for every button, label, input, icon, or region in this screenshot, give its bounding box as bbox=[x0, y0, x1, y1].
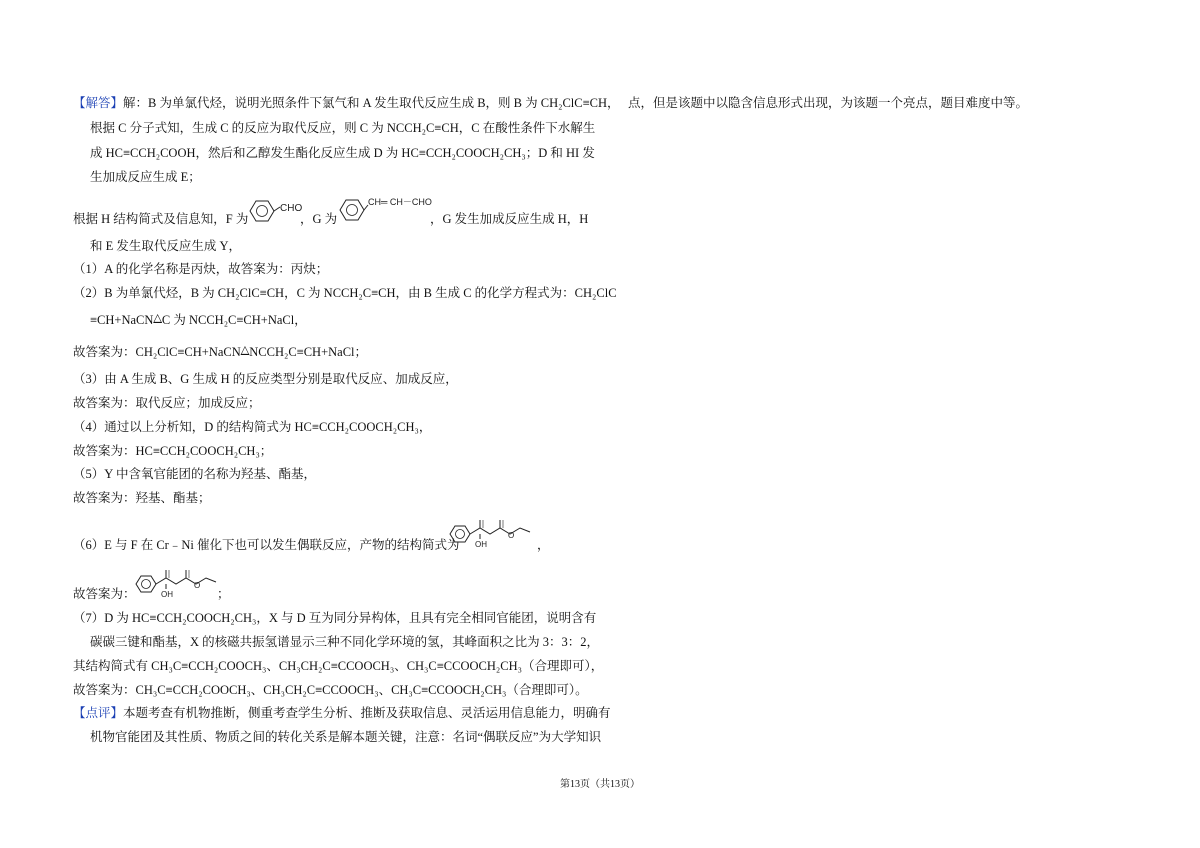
heat-symbol: △ bbox=[153, 312, 162, 324]
answer-q6-text: （6）E 与 F 在 Cr﹣Ni 催化下也可以发生偶联反应，产物的结构简式为 bbox=[73, 538, 460, 552]
result-left: 故答案为：CH₂ClC≡CH+NaCN bbox=[73, 345, 241, 359]
answer-q2-equation bbox=[90, 312, 307, 329]
answer-q7-line-2: 碳碳三键和酯基，X 的核磁共振氢谱显示三种不同化学环境的氢，其峰面积之比为 3：3：2， bbox=[90, 635, 600, 649]
answer-q5-result: 故答案为：羟基、酯基； bbox=[73, 491, 211, 505]
product-structure-2 bbox=[132, 564, 224, 600]
text: 解：B 为单氯代烃，说明光照条件下氯气和 A 发生取代反应生成 B，则 B 为 CH₂ClC≡CH， bbox=[123, 96, 620, 110]
chain-label: CH═ CH－CHO bbox=[368, 197, 432, 207]
page-footer: 第13页（共13页） bbox=[560, 779, 640, 790]
answer-q4: （4）通过以上分析知，D 的结构简式为 HC≡CCH₂COOCH₂CH₃， bbox=[73, 420, 432, 434]
answer-line-3: 成 HC≡CCH₂COOH，然后和乙醇发生酯化反应生成 D 为 HC≡CCH₂COOCH₂CH₃；D 和 HI 发 bbox=[90, 146, 595, 160]
answer-line-2: 根据 C 分子式知，生成 C 的反应为取代反应，则 C 为 NCCH₂C≡CH，C 在酸性条件下水解生 bbox=[90, 121, 596, 135]
answer-line-4: 生加成反应生成 E； bbox=[90, 170, 201, 184]
text: 本题考查有机物推断，侧重考查学生分析、推断及获取信息、灵活运用信息能力，明确有 bbox=[123, 706, 611, 720]
oh-label: OH bbox=[161, 590, 173, 599]
equation-left: ≡CH+NaCN bbox=[90, 313, 154, 327]
product-structure-1 bbox=[446, 514, 538, 550]
comment-continuation: 点，但是该题中以隐含信息形式出现，为该题一个亮点，题目难度中等。 bbox=[628, 96, 1029, 110]
comment-line-2: 机物官能团及其性质、物质之间的转化关系是解本题关键，注意：名词“偶联反应”为大学知识 bbox=[90, 730, 602, 744]
answer-line-6: 和 E 发生取代反应生成 Y， bbox=[90, 239, 242, 253]
answer-q3: （3）由 A 生成 B、G 生成 H 的反应类型分别是取代反应、加成反应， bbox=[73, 372, 458, 386]
heat-symbol: △ bbox=[240, 344, 250, 356]
answer-q7-line-3: 其结构简式有 CH₃C≡CCH₂COOCH₃、CH₃CH₂C≡CCOOCH₃、CH₃C≡CCOOCH₂CH₃（合理即可）， bbox=[73, 659, 604, 673]
answer-line-5c: ，G 发生加成反应生成 H，H bbox=[430, 212, 589, 226]
o-label: O bbox=[194, 581, 201, 590]
answer-q7: （7）D 为 HC≡CCH₂COOCH₂CH₃，X 与 D 互为同分异构体，且具有完全相同官能团，说明含有 bbox=[73, 611, 597, 625]
o-label: O bbox=[508, 531, 515, 540]
answer-q6-semicolon: ； bbox=[217, 587, 230, 601]
oh-label: OH bbox=[475, 540, 487, 549]
answer-q2: （2）B 为单氯代烃，B 为 CH₂ClC≡CH，C 为 NCCH₂C≡CH，由 B 生成 C 的化学方程式为：CH₂ClC bbox=[73, 286, 617, 300]
answer-q1: （1）A 的化学名称是丙炔，故答案为：丙炔； bbox=[73, 262, 329, 276]
comment-tag: 【点评】 bbox=[73, 706, 124, 720]
answer-q7-result: 故答案为：CH₃C≡CCH₂COOCH₃、CH₃CH₂C≡CCOOCH₃、CH₃C≡CCOOCH₂CH₃（合理即可）。 bbox=[73, 683, 588, 697]
cinnamaldehyde-structure bbox=[336, 193, 436, 227]
result-right: NCCH₂C≡CH+NaCl； bbox=[249, 345, 368, 359]
answer-tag: 【解答】 bbox=[73, 96, 124, 110]
answer-q2-result bbox=[73, 344, 367, 361]
answer-q3-result: 故答案为：取代反应；加成反应； bbox=[73, 396, 261, 410]
benzaldehyde-structure bbox=[246, 196, 306, 226]
equation-right: C 为 NCCH₂C≡CH+NaCl， bbox=[161, 313, 307, 327]
comment-line-1 bbox=[73, 705, 611, 721]
answer-q6-result: 故答案为： bbox=[73, 587, 136, 601]
answer-line-5b: ，G 为 bbox=[300, 212, 338, 226]
cho-label: CHO bbox=[280, 203, 303, 214]
answer-line-5a: 根据 H 结构简式及信息知，F 为 bbox=[73, 212, 249, 226]
answer-line-1 bbox=[73, 95, 620, 111]
answer-q5: （5）Y 中含氧官能团的名称为羟基、酯基， bbox=[73, 467, 316, 481]
answer-q6-comma: ， bbox=[537, 538, 550, 552]
answer-q4-result: 故答案为：HC≡CCH₂COOCH₂CH₃； bbox=[73, 444, 273, 458]
